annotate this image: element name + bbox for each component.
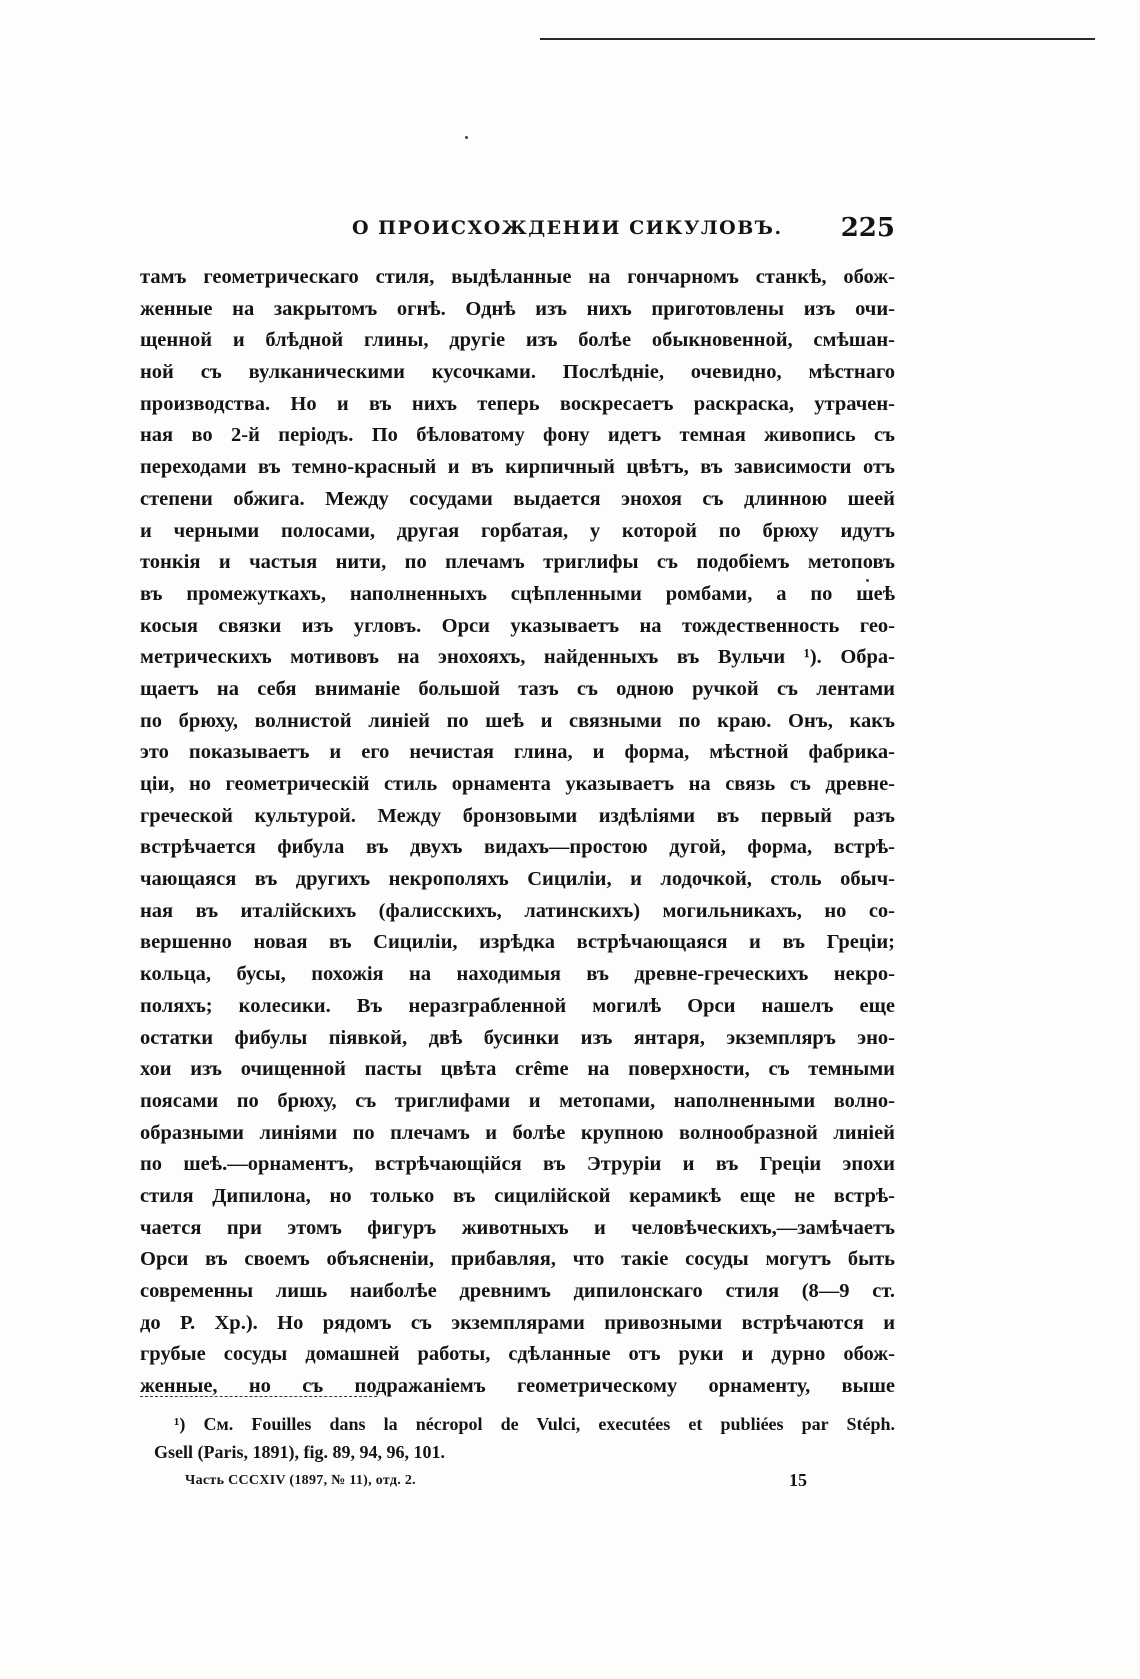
footnote-line: ¹) См. Fouilles dans la nécropol de Vulci, executées et publiées par Stéph.: [174, 1414, 895, 1434]
text-line: Орси въ своемъ объясненіи, прибавляя, что такіе сосуды могутъ быть: [140, 1248, 895, 1271]
text-line: остатки фибулы піявкой, двѣ бусинки изъ янтаря, экземпляръ эно-: [140, 1026, 895, 1049]
text-line: грубые сосуды домашней работы, сдѣланные отъ руки и дурно обож-: [140, 1343, 895, 1366]
text-line: метрическихъ мотивовъ на энохояхъ, найденныхъ въ Вульчи ¹). Обра-: [140, 646, 895, 669]
text-line: поясами по брюху, съ триглифами и метопами, наполненными волно-: [140, 1089, 895, 1112]
stray-ink-dot: [465, 136, 468, 139]
text-line: кольца, бусы, похожія на находимыя въ древне-греческихъ некро-: [140, 963, 895, 986]
running-title: О ПРОИСХОЖДЕНИИ СИКУЛОВЪ.: [352, 217, 783, 239]
text-line: по брюху, волнистой линіей по шеѣ и связными по краю. Онъ, какъ: [140, 709, 895, 732]
body-text: [140, 262, 895, 1403]
text-line: по шеѣ.—орнаментъ, встрѣчающійся въ Этруріи и въ Греціи эпохи: [140, 1153, 895, 1176]
text-line: тамъ геометрическаго стиля, выдѣланные на гончарномъ станкѣ, обож-: [140, 266, 895, 288]
sheet-number: 15: [789, 1470, 807, 1490]
text-line: хои изъ очищенной пасты цвѣта crême на поверхности, съ темными: [140, 1058, 895, 1081]
text-line: встрѣчается фибула въ двухъ видахъ—простою дугой, форма, встрѣ-: [140, 836, 895, 859]
text-line: женные, но съ подражаніемъ геометрическому орнаменту, выше: [140, 1375, 895, 1398]
text-line: современны лишь наиболѣе древнимъ дипилонскаго стиля (8—9 ст.: [140, 1280, 895, 1302]
text-line: косыя связки изъ угловъ. Орси указываетъ на тождественность гео-: [140, 614, 895, 637]
text-line: тонкія и частыя нити, по плечамъ триглифы съ подобіемъ метоповъ: [140, 551, 895, 574]
text-line: греческой культурой. Между бронзовыми издѣліями въ первый разъ: [140, 804, 895, 827]
footnote-line: Gsell (Paris, 1891), fig. 89, 94, 96, 101.: [154, 1442, 445, 1462]
top-border-line: [540, 38, 1095, 40]
page-number: 225: [840, 213, 895, 243]
running-head: [140, 213, 895, 247]
text-line: чающаяся въ другихъ некрополяхъ Сициліи, и лодочкой, столь обыч-: [140, 868, 895, 891]
text-line: щенной и блѣдной глины, другіе изъ болѣе обыкновенной, смѣшан-: [140, 329, 895, 352]
text-line: ной съ вулканическими кусочками. Послѣдніе, очевидно, мѣстнаго: [140, 361, 895, 384]
footnote: [140, 1410, 895, 1466]
text-line: женные на закрытомъ огнѣ. Однѣ изъ нихъ приготовлены изъ очи-: [140, 297, 895, 320]
text-line: стиля Дипилона, но только въ сицилійской керамикѣ еще не встрѣ-: [140, 1184, 895, 1207]
text-line: до Р. Хр.). Но рядомъ съ экземплярами привозными встрѣчаются и: [140, 1311, 895, 1334]
footnote-separator: [140, 1396, 377, 1397]
text-line: и черными полосами, другая горбатая, у которой по брюху идутъ: [140, 519, 895, 542]
text-line: вершенно новая въ Сициліи, изрѣдка встрѣчающаяся и въ Греціи;: [140, 931, 895, 954]
text-line: щаетъ на себя вниманіе большой тазъ съ одною ручкой съ лентами: [140, 677, 895, 700]
text-line: степени обжига. Между сосудами выдается энохоя съ длинною шеей: [140, 487, 895, 510]
text-line: это показываетъ и его нечистая глина, и форма, мѣстной фабрика-: [140, 741, 895, 764]
text-line: поляхъ; колесики. Въ неразграбленной могилѣ Орси нашелъ еще: [140, 994, 895, 1017]
text-line: въ промежуткахъ, наполненныхъ сцѣпленными ромбами, а по шеѣ: [140, 582, 895, 605]
text-line: ная въ италійскихъ (фалисскихъ, латинскихъ) могильникахъ, но со-: [140, 899, 895, 922]
text-line: чается при этомъ фигуръ животныхъ и человѣческихъ,—замѣчаетъ: [140, 1216, 895, 1239]
text-line: ная во 2-й періодъ. По бѣловатому фону идетъ темная живопись съ: [140, 424, 895, 447]
text-line: переходами въ темно-красный и въ кирпичный цвѣтъ, въ зависимости отъ: [140, 456, 895, 479]
text-line: производства. Но и въ нихъ теперь воскресаетъ раскраска, утрачен-: [140, 392, 895, 415]
text-line: ціи, но геометрическій стиль орнамента указываетъ на связь съ древне-: [140, 773, 895, 795]
text-line: образными линіями по плечамъ и болѣе крупною волнообразной линіей: [140, 1121, 895, 1144]
printer-signature: Часть CCCXIV (1897, № 11), отд. 2.: [185, 1473, 416, 1488]
